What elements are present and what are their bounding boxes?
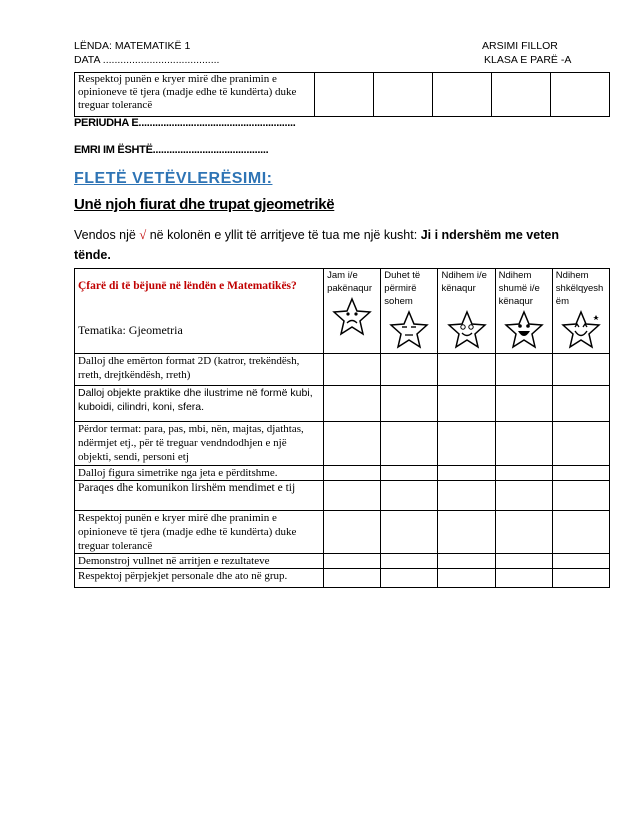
instruction-part2: në kolonën e yllit të arritjeve të tua me një kusht: <box>149 228 418 242</box>
rating-cell[interactable] <box>495 511 552 554</box>
rating-cell[interactable] <box>324 466 381 481</box>
rating-cell[interactable] <box>381 466 438 481</box>
rating-cell[interactable] <box>381 569 438 588</box>
rating-cell[interactable] <box>552 354 609 386</box>
rating-cell[interactable] <box>324 569 381 588</box>
rating-cell[interactable] <box>324 354 381 386</box>
criterion-cell: Përdor termat: para, pas, mbi, nën, majtas, djathtas, ndërmjet etj., për të treguar vendndodhjen e një objekti, sendi, personi etj <box>75 422 324 466</box>
table-row <box>75 481 610 511</box>
rating-cell[interactable] <box>438 422 495 466</box>
rating-cell[interactable] <box>495 466 552 481</box>
rating-cell[interactable] <box>552 511 609 554</box>
rating-cell[interactable] <box>495 481 552 511</box>
rating-cell[interactable] <box>551 73 610 117</box>
rating-cell[interactable] <box>495 554 552 569</box>
rating-cell[interactable] <box>381 386 438 422</box>
instruction <box>74 225 574 265</box>
instruction-bold: Ji i ndershëm me veten tënde. <box>74 228 559 262</box>
rating-cell[interactable] <box>552 422 609 466</box>
table-row <box>75 511 610 554</box>
rating-cell[interactable] <box>495 422 552 466</box>
column-label: Ndihem shumë i/e kënaqur <box>498 270 540 307</box>
table-row <box>75 73 610 117</box>
rating-cell[interactable] <box>438 569 495 588</box>
page-title: FLETË VETËVLERËSIMI: <box>74 170 273 187</box>
rating-cell[interactable] <box>552 569 609 588</box>
question-cell <box>75 269 324 354</box>
criterion-cell: Paraqes dhe komunikon lirshëm mendimet e tij <box>75 481 324 511</box>
column-label: Jam i/e pakënaqur <box>327 270 373 294</box>
rating-cell[interactable] <box>381 554 438 569</box>
rating-cell[interactable] <box>433 73 492 117</box>
rating-cell[interactable] <box>438 511 495 554</box>
rating-cell[interactable] <box>552 466 609 481</box>
criterion-cell: Respektoj punën e kryer mirë dhe pranimin e opinioneve të tjera (madje edhe të kundërta) duke treguar tolerancë <box>75 511 324 554</box>
sad-star-icon <box>330 297 374 337</box>
criterion-cell: Dalloj dhe emërton format 2D (katror, trekëndësh, rreth, drejtkëndësh, rreth) <box>75 354 324 386</box>
rating-cell[interactable] <box>438 386 495 422</box>
column-header <box>324 269 381 354</box>
rating-cell[interactable] <box>552 386 609 422</box>
rating-cell[interactable] <box>315 73 374 117</box>
rating-cell[interactable] <box>492 73 551 117</box>
table-row <box>75 422 610 466</box>
rating-cell[interactable] <box>324 554 381 569</box>
column-header <box>495 269 552 354</box>
rating-cell[interactable] <box>381 511 438 554</box>
check-mark: √ <box>139 228 147 242</box>
rating-cell[interactable] <box>438 481 495 511</box>
date-label: DATA ........................................ <box>74 54 220 66</box>
table-row <box>75 466 610 481</box>
column-label: Duhet të përmirë sohem <box>384 270 421 307</box>
rating-cell[interactable] <box>381 354 438 386</box>
rating-cell[interactable] <box>438 554 495 569</box>
rating-cell[interactable] <box>374 73 433 117</box>
criterion-cell: Dalloj figura simetrike nga jeta e përditshme. <box>75 466 324 481</box>
self-assessment-table <box>74 268 610 588</box>
column-header <box>438 269 495 354</box>
happy-star-icon <box>502 310 546 350</box>
topic-label: Tematika: Gjeometria <box>78 323 183 337</box>
tired-star-icon <box>387 310 431 350</box>
level-label: ARSIMI FILLOR <box>482 40 558 52</box>
period-label: PERIUDHA E......................................................... <box>74 117 296 129</box>
rating-cell[interactable] <box>552 481 609 511</box>
neutral-star-icon <box>445 310 489 350</box>
rating-cell[interactable] <box>324 422 381 466</box>
column-header <box>552 269 609 354</box>
top-table <box>74 72 610 117</box>
subject-label: LËNDA: MATEMATIKË 1 <box>74 40 191 52</box>
column-header <box>381 269 438 354</box>
rating-cell[interactable] <box>438 354 495 386</box>
table-row <box>75 569 610 588</box>
excited-star-icon <box>559 310 603 350</box>
rating-cell[interactable] <box>495 386 552 422</box>
question-title: Çfarë di të bëjunë në lëndën e Matematikës? <box>78 280 297 292</box>
column-label: Ndihem i/e kënaqur <box>441 270 487 294</box>
rating-cell[interactable] <box>381 481 438 511</box>
rating-cell[interactable] <box>324 386 381 422</box>
class-label: KLASA E PARË -A <box>484 54 572 66</box>
rating-cell[interactable] <box>552 554 609 569</box>
table-header-row <box>75 269 610 354</box>
rating-cell[interactable] <box>324 511 381 554</box>
name-label: EMRI IM ËSHTË.......................................... <box>74 144 269 156</box>
criterion-cell: Respektoj punën e kryer mirë dhe pranimin e opinioneve të tjera (madje edhe të kundërta) duke treguar tolerancë <box>75 73 315 117</box>
table-row <box>75 354 610 386</box>
criterion-cell: Respektoj përpjekjet personale dhe ato në grup. <box>75 569 324 588</box>
table-row <box>75 386 610 422</box>
table-row <box>75 554 610 569</box>
rating-cell[interactable] <box>438 466 495 481</box>
rating-cell[interactable] <box>324 481 381 511</box>
criterion-cell: Demonstroj vullnet në arritjen e rezultateve <box>75 554 324 569</box>
rating-cell[interactable] <box>495 569 552 588</box>
rating-cell[interactable] <box>381 422 438 466</box>
column-label: Ndihem shkëlqyesh ëm <box>555 270 604 307</box>
rating-cell[interactable] <box>495 354 552 386</box>
page-subtitle: Unë njoh fiurat dhe trupat gjeometrikë <box>74 196 335 213</box>
criterion-cell: Dalloj objekte praktike dhe ilustrime në formë kubi, kuboidi, cilindri, koni, sfera. <box>75 386 324 422</box>
instruction-part1: Vendos një <box>74 228 136 242</box>
